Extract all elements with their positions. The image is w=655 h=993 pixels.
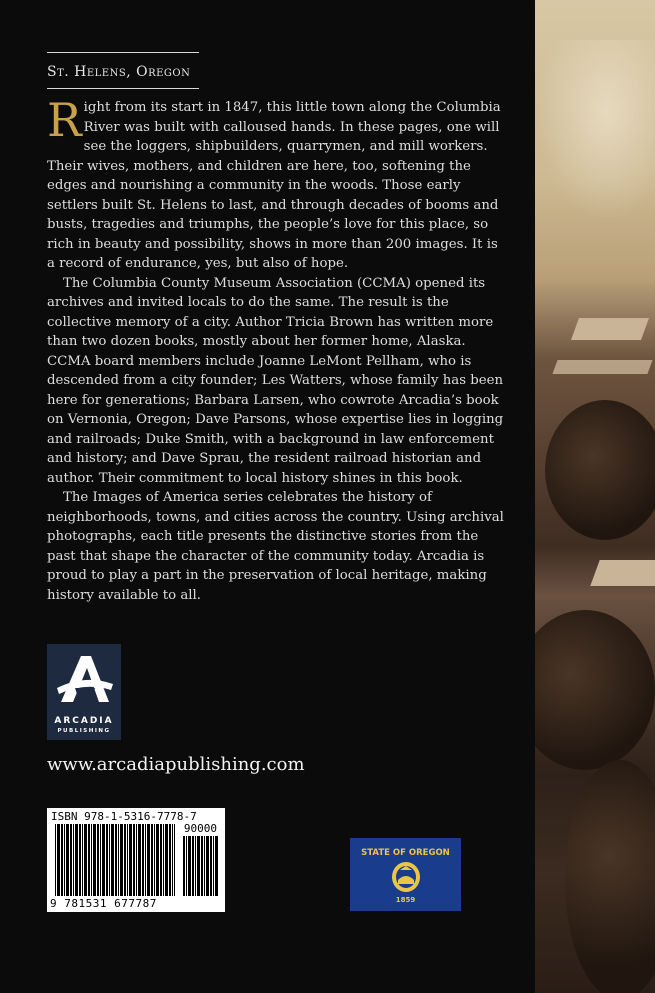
paragraph-intro [47,93,507,274]
barcode-bar [151,824,153,896]
logo-subtitle: PUBLISHING [57,728,111,734]
barcode-bar [145,824,146,896]
barcode-bar [97,824,99,896]
header-divider [47,88,199,89]
barcode-bar [142,824,144,896]
barcode-bar [111,824,114,896]
barcode-bar [204,836,205,896]
barcode-bar [197,836,200,896]
oregon-state-badge [350,838,461,911]
barcode-bar [84,824,87,896]
barcode-bar [120,824,123,896]
oregon-state-seal-icon [390,860,422,894]
paragraph-contributors: The Columbia County Museum Association (CCMA) opened its archives and invited locals to do the same. The result is the collective memory of a city. Author Tricia Brown has written more than two dozen books, mostly about her former home, Alaska. CCMA board members include Joanne LeMont Pellham, who is descended from a city founder; Les Watters, whose family has been here for generations; Barbara Larsen, who cowrote Arcadia’s book on Vernonia, Oregon; Dave Parsons, whose expertise lies in logging and railroads; Duke Smith, with a background in law enforcement and history; and Dave Sprau, the resident railroad historian and author. Their commitment to local history shines in this book. [47,275,504,486]
barcode-bar [213,836,214,896]
top-divider [47,52,199,53]
state-year: 1859 [395,896,416,904]
barcode-bar [133,824,135,896]
photo-tree-shape [565,760,655,993]
barcode-bar [172,824,173,896]
barcode-bar [79,824,81,896]
cover-description [47,93,507,605]
barcode-bar [156,824,159,896]
barcode-bar [147,824,150,896]
photo-tree-shape [545,400,655,540]
photo-roof-shape [571,318,649,340]
barcode-bar [93,824,96,896]
ean-digits: 9 781531 677787 [50,897,157,910]
barcode-bar [129,824,132,896]
barcode-bar [100,824,101,896]
barcode-bar [118,824,119,896]
paragraph-series: The Images of America series celebrates the history of neighborhoods, towns, and cities across the country. Using archival photographs, each title presents the distinctive stories from the past that shape the character of the community today. Arcadia is proud to play a part in the preservation of local heritage, making history available to all. [47,490,504,603]
isbn-label: ISBN 978-1-5316-7778-7 [51,810,197,823]
barcode-bar [102,824,105,896]
barcode-bar [136,824,137,896]
barcode-bar [165,824,168,896]
barcode-bar [109,824,110,896]
price-code: 90000 [183,822,217,835]
barcode-bar [64,824,65,896]
ean-bars [55,824,175,896]
photo-roof-shape [552,360,652,374]
barcode-bar [163,824,164,896]
barcode-bar [127,824,128,896]
historic-photo-strip [535,0,655,993]
barcode-bar [91,824,92,896]
series-title: St. Helens, Oregon [47,64,191,80]
addon-bars [183,836,219,896]
barcode-bar [154,824,155,896]
barcode-bar [195,836,196,896]
barcode-bar [183,836,185,896]
barcode-bar [106,824,108,896]
state-name: STATE OF OREGON [361,848,450,858]
barcode-bar [124,824,126,896]
isbn-barcode [47,808,225,912]
publisher-url: www.arcadiapublishing.com [47,754,305,775]
photo-tree-shape [535,610,655,770]
barcode-bar [160,824,162,896]
barcode-bar [206,836,209,896]
photo-sky-haze [535,40,655,220]
drop-cap: R [47,93,82,147]
paragraph-intro-text: ight from its start in 1847, this little town along the Columbia River was built with calloused hands. In these pages, one will see the loggers, shipbuilders, quarrymen, and mill workers. Their wives, mothers, and children are here, too, softening the edges and nourishing a community in the woods. Those early settlers built St. Helens to last, and through decades of booms and busts, tragedies and triumphs, the people’s love for this place, so rich in beauty and possibility, shows in more than 200 images. It is a record of endurance, yes, but also of hope. [47,100,501,271]
barcode-bar [55,824,56,896]
barcode-bar [215,836,218,896]
barcode-bar [201,836,203,896]
photo-roof-shape [590,560,655,586]
barcode-bar [61,824,63,896]
barcode-bar [73,824,74,896]
barcode-bar [192,836,194,896]
barcode-bar [66,824,69,896]
barcode-bar [75,824,78,896]
barcode-bar [169,824,171,896]
arcadia-logo [47,644,121,740]
barcode-bar [82,824,83,896]
barcode-bar [70,824,72,896]
logo-wordmark: ARCADIA [54,716,114,726]
barcode-bar [186,836,187,896]
barcode-bar [57,824,60,896]
barcode-bar [138,824,141,896]
barcode-bar [88,824,90,896]
barcode-bar [188,836,191,896]
barcode-bar [115,824,117,896]
barcode-bar [210,836,212,896]
arcadia-a-logo-icon [47,644,121,714]
barcode-bar [174,824,175,896]
